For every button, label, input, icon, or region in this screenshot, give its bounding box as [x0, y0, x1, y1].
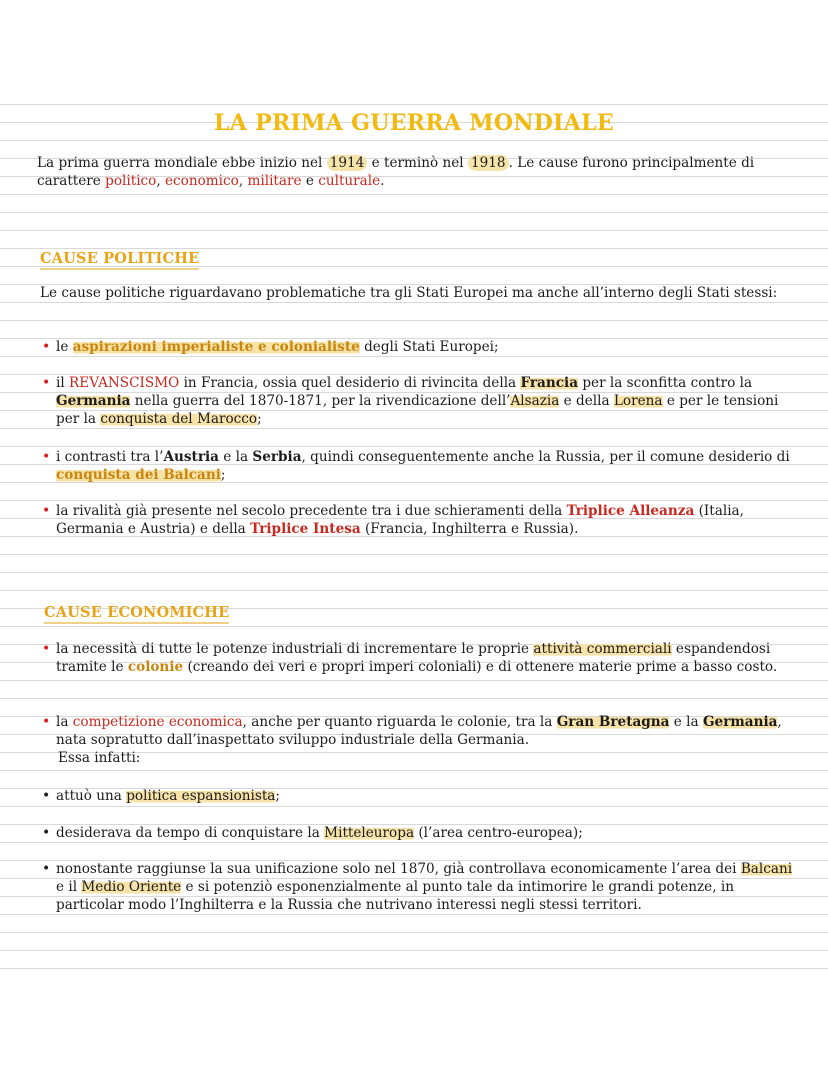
list-item	[40, 338, 800, 356]
item-text: la necessità di tutte le potenze industriali di incrementare le proprie	[56, 641, 534, 657]
bullet-dot: •	[42, 339, 51, 355]
item-text: desiderava da tempo di conquistare la	[56, 825, 325, 841]
page-title: LA PRIMA GUERRA MONDIALE	[214, 110, 614, 136]
keyword: Triplice Alleanza	[566, 503, 695, 519]
cause-politico: politico	[105, 173, 157, 189]
item-text: Essa infatti:	[58, 750, 141, 766]
item-text: ;	[275, 788, 280, 804]
item-text: attuò una	[56, 788, 127, 804]
item-text: nella guerra del 1870-1871, per la rivendicazione dell’	[130, 393, 511, 409]
separator: ,	[238, 173, 248, 189]
cause-economico: economico	[165, 173, 239, 189]
keyword: Triplice Intesa	[250, 521, 361, 537]
item-text: per la sconfitta contro la	[578, 375, 753, 391]
item-text: nonostante raggiunse la sua unificazione solo nel 1870, già controllava economicamente l’area dei	[56, 861, 741, 877]
cause-culturale: culturale	[318, 173, 381, 189]
bullet-dot: •	[42, 503, 51, 519]
heading-underline	[44, 622, 229, 624]
keyword: Gran Bretagna	[556, 714, 670, 730]
intro-text: . Le cause furono principalmente di carattere	[37, 155, 755, 189]
item-text: ;	[257, 411, 262, 427]
item-text: in Francia, ossia quel desiderio di rivincita della	[179, 375, 521, 391]
intro-paragraph	[37, 154, 797, 190]
keyword: Alsazia	[510, 393, 560, 409]
item-text: (Francia, Inghilterra e Russia).	[360, 521, 579, 537]
politiche-intro: Le cause politiche riguardavano problematiche tra gli Stati Europei ma anche all’interno degli Stati stessi:	[40, 285, 778, 301]
cause-militare: militare	[247, 173, 302, 189]
item-text: degli Stati Europei;	[359, 339, 499, 355]
item-text: (creando dei veri e propri imperi coloniali) e di ottenere materie prime a basso costo.	[183, 659, 778, 675]
intro-text: e terminò nel	[367, 155, 468, 171]
item-text: (Italia, Germania e Austria) e della	[56, 503, 744, 537]
heading-text: CAUSE POLITICHE	[40, 250, 200, 267]
bullet-dot: •	[42, 825, 51, 841]
item-text: e della	[559, 393, 614, 409]
list-item	[40, 860, 800, 914]
item-text: e si potenziò esponenzialmente al punto tale da intimorire le grandi potenze, in particolar modo l’Inghilterra e la Russia che nutrivano interessi negli stessi territori.	[56, 879, 734, 913]
separator: ,	[156, 173, 166, 189]
list-item	[40, 713, 800, 767]
item-text: , nata sopratutto dall’inaspettato sviluppo industriale della Germania.	[56, 714, 782, 748]
item-text: , anche per quanto riguarda le colonie, tra la	[242, 714, 557, 730]
list-item	[40, 502, 800, 538]
separator: .	[380, 173, 385, 189]
end-year: 1918	[468, 155, 509, 171]
list-item	[40, 374, 800, 428]
keyword: Francia	[520, 375, 578, 391]
item-text: la rivalità già presente nel secolo precedente tra i due schieramenti della	[56, 503, 567, 519]
bullet-dot: •	[42, 449, 51, 465]
bullet-dot: •	[42, 641, 51, 657]
keyword: Lorena	[613, 393, 663, 409]
item-text: e per le tensioni per la	[56, 393, 779, 427]
list-item	[40, 640, 800, 676]
item-text: e il	[56, 879, 82, 895]
list-item	[40, 787, 800, 805]
keyword: REVANSCISMO	[69, 375, 180, 391]
item-text: , quindi conseguentemente anche la Russia, per il comune desiderio di	[301, 449, 790, 465]
heading-text: CAUSE ECONOMICHE	[44, 604, 230, 621]
item-text: ;	[220, 467, 226, 483]
page-top-margin	[0, 0, 828, 104]
start-year: 1914	[327, 155, 368, 171]
item-text: espandendosi tramite le	[56, 641, 771, 675]
keyword: Mitteleuropa	[324, 825, 415, 841]
item-text: i contrasti tra l’	[56, 449, 164, 465]
item-text: il	[56, 375, 70, 391]
section-heading-politiche	[40, 250, 199, 267]
keyword: Medio Oriente	[81, 879, 182, 895]
keyword: competizione economica	[72, 714, 243, 730]
page-bottom-margin	[0, 980, 828, 1069]
separator: e	[301, 173, 319, 189]
keyword: Serbia	[252, 449, 302, 465]
bullet-dot: •	[42, 861, 51, 877]
keyword: colonie	[127, 659, 184, 675]
keyword: attività commerciali	[533, 641, 672, 657]
bullet-dot: •	[42, 714, 51, 730]
keyword: conquista dei Balcani	[56, 467, 221, 483]
keyword: Germania	[702, 714, 778, 730]
keyword: aspirazioni imperialiste e colonialiste	[72, 339, 360, 355]
intro-text: La prima guerra mondiale ebbe inizio nel	[37, 155, 327, 171]
section-heading-economiche	[44, 604, 229, 621]
keyword: Balcani	[740, 861, 793, 877]
item-text: e la	[218, 449, 253, 465]
keyword: conquista del Marocco	[100, 411, 258, 427]
keyword: Germania	[56, 393, 131, 409]
list-item	[40, 448, 800, 484]
item-text: (l’area centro-europea);	[414, 825, 583, 841]
item-text: la	[56, 714, 73, 730]
keyword: Austria	[163, 449, 219, 465]
keyword: politica espansionista	[126, 788, 276, 804]
bullet-dot: •	[42, 788, 51, 804]
item-text: e la	[669, 714, 703, 730]
heading-underline	[40, 268, 199, 270]
item-text: le	[56, 339, 73, 355]
list-item	[40, 824, 800, 842]
bullet-dot: •	[42, 375, 51, 391]
